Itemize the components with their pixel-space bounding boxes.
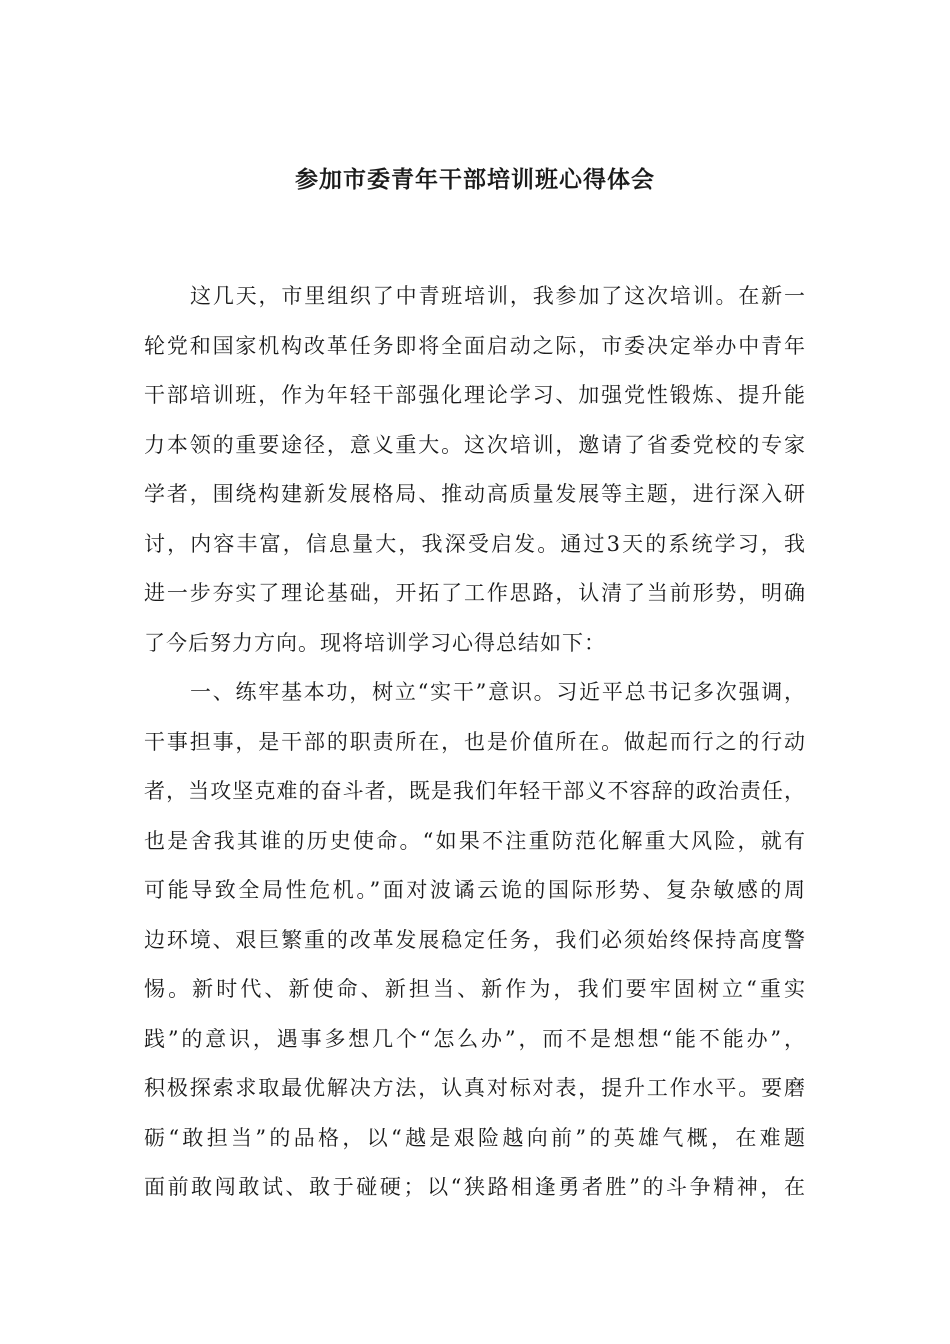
paragraph-line: 了今后努力方向。现将培训学习心得总结如下： bbox=[144, 630, 606, 655]
document-title: 参加市委青年干部培训班心得体会 bbox=[295, 166, 655, 193]
paragraph-line: 一、练牢基本功，树立“实干”意识。习近平总书记多次强调， bbox=[190, 680, 806, 704]
paragraph-line: 砺“敢担当”的品格，以“越是艰险越向前”的英雄气概，在难题 bbox=[144, 1125, 806, 1150]
paragraph-line: 积极探索求取最优解决方法，认真对标对表，提升工作水平。要磨 bbox=[144, 1076, 806, 1100]
paragraph-line: 践”的意识，遇事多想几个“怎么办”，而不是想想“能不能办”， bbox=[144, 1026, 806, 1051]
document-body bbox=[144, 276, 806, 1217]
paragraph-line: 轮党和国家机构改革任务即将全面启动之际，市委决定举办中青年 bbox=[144, 333, 806, 358]
paragraph-line: 者，当攻坚克难的奋斗者，既是我们年轻干部义不容辞的政治责任， bbox=[144, 779, 806, 803]
paragraph-line: 这几天，市里组织了中青班培训，我参加了这次培训。在新一 bbox=[190, 284, 806, 308]
paragraph-line: 边环境、艰巨繁重的改革发展稳定任务，我们必须始终保持高度警 bbox=[144, 927, 806, 952]
paragraph-line: 进一步夯实了理论基础，开拓了工作思路，认清了当前形势，明确 bbox=[144, 581, 806, 605]
paragraph-line: 干部培训班，作为年轻干部强化理论学习、加强党性锻炼、提升能 bbox=[144, 383, 806, 407]
paragraph-line: 学者，围绕构建新发展格局、推动高质量发展等主题，进行深入研 bbox=[144, 482, 806, 506]
paragraph-line: 面前敢闯敢试、敢于碰硬；以“狭路相逢勇者胜”的斗争精神，在 bbox=[144, 1175, 806, 1199]
paragraph-line: 干事担事，是干部的职责所在，也是价值所在。做起而行之的行动 bbox=[144, 729, 806, 754]
paragraph-line: 力本领的重要途径，意义重大。这次培训，邀请了省委党校的专家 bbox=[144, 432, 806, 457]
paragraph-line: 惕。新时代、新使命、新担当、新作为，我们要牢固树立“重实 bbox=[144, 977, 806, 1001]
paragraph-line: 讨，内容丰富，信息量大，我深受启发。通过3天的系统学习，我 bbox=[144, 531, 806, 556]
paragraph-line: 可能导致全局性危机。”面对波谲云诡的国际形势、复杂敏感的周 bbox=[144, 878, 806, 902]
paragraph-line: 也是舍我其谁的历史使命。“如果不注重防范化解重大风险，就有 bbox=[144, 828, 806, 853]
